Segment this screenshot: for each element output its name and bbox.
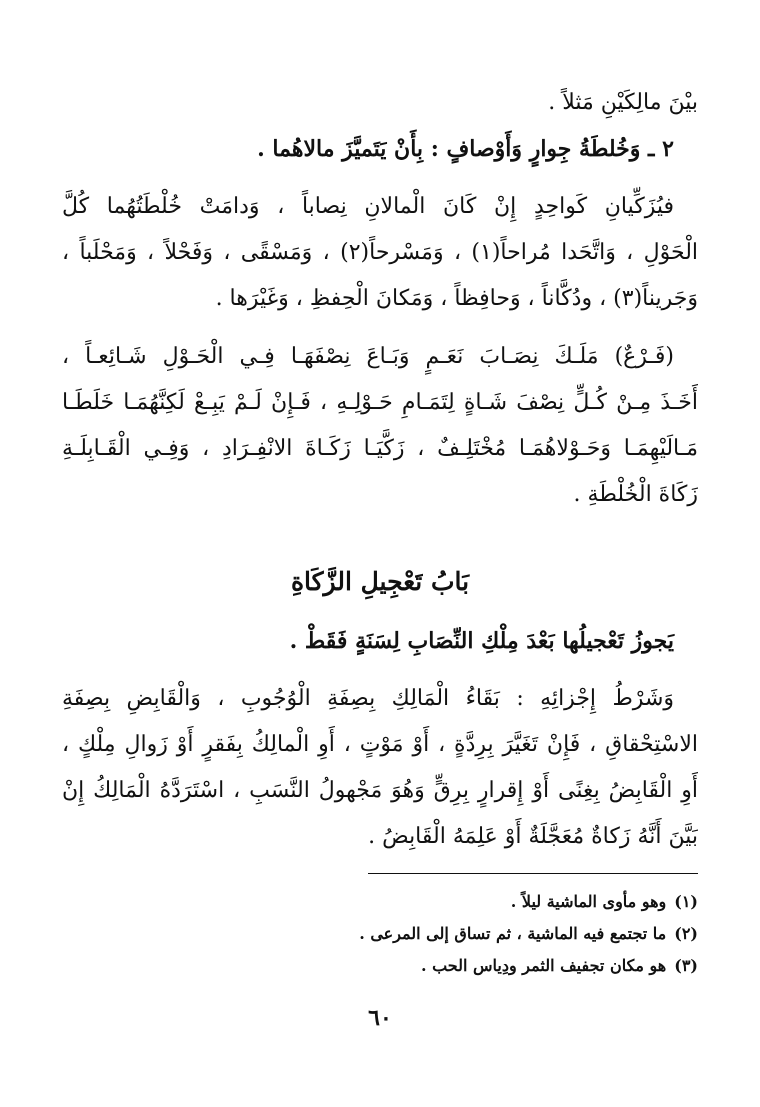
footnote-text: ما تجتمع فيه الماشية ، ثم تساق إلى المرعى . — [359, 924, 667, 943]
paragraph — [62, 676, 698, 860]
page-number: ٦٠ — [368, 1005, 392, 1031]
text-line: (فَـرْعٌ) مَلَـكَ نِصَـابَ نَعَـمٍ وَبَـاعَ نِصْفَهَـا فِـي الْحَـوْلِ شَـائِعـاً ، — [62, 344, 674, 369]
footnote-number: (١) — [674, 892, 698, 911]
text-line: يَجوزُ تَعْجيلُها بَعْدَ مِلْكِ النِّصَابِ لِسَنَةٍ فَقَطْ . — [289, 628, 674, 654]
chapter-heading: بَابُ تَعْجِيلِ الزَّكَاةِ — [290, 567, 470, 596]
paragraph — [62, 618, 698, 664]
text-line: أَخَـذَ مِـنْ كُـلٍّ نِصْفَ شَـاةٍ لِتَمَـامِ حَـوْلِـهِ ، فَـإِنْ لَـمْ يَبِـعْ لَكِنَّهُمَـا خَلَطَـا — [62, 390, 698, 415]
main-text — [62, 80, 698, 860]
footnote — [62, 886, 698, 918]
text-line: وَشَرْطُ إِجْزائِهِ : بَقَاءُ الْمَالِكِ بِصِفَةِ الْوُجُوبِ ، وَالْقَابِضِ بِصِفَةِ — [62, 686, 674, 711]
footnote-number: (٢) — [674, 924, 698, 943]
text-line: مَـالَيْهِمَـا وَحَـوْلاهُمَـا مُخْتَلِـفٌ ، زَكَّيَـا زَكَـاةَ الانْفِـرَادِ ، وَفِـي الْقَـابِلَـةِ — [62, 436, 698, 461]
text-line: فيُزَكِّيانِ كَواحِدٍ إِنْ كَانَ الْمالانِ نِصاباً ، وَدامَتْ خُلْطَتُهُما كُلَّ — [62, 194, 674, 219]
footnote — [62, 918, 698, 950]
text-line: وَجَريناً(٣) ، ودُكَّاناً ، وَحافِظاً ، وَمَكانَ الْحِفظِ ، وَغَيْرَها . — [215, 286, 698, 311]
paragraph — [62, 184, 698, 322]
footnote-text: هو مكان تجفيف الثمر ودِياس الحب . — [420, 956, 667, 975]
footnote-number: (٣) — [674, 956, 698, 975]
footnote-divider — [368, 873, 698, 874]
text-line: بَيَّنَ أَنَّهُ زَكاةٌ مُعَجَّلَةٌ أَوْ عَلِمَهُ الْقَابِضُ . — [368, 824, 698, 849]
footnotes — [62, 873, 698, 982]
footnote-text: وهو مأوى الماشية ليلاً . — [510, 892, 667, 911]
paragraph — [62, 334, 698, 518]
text-line: ٢ ـ وَخُلطَةُ جِوارٍ وَأَوْصافٍ : بِأَنْ يَتَميَّزَ مالاهُما . — [257, 136, 674, 162]
text-line: الاسْتِحْقاقِ ، فَإِنْ تَغَيَّرَ بِرِدَّةٍ ، أَوْ مَوْتٍ ، أَوِ الْمالِكُ بِفَقرٍ أَوْ زَوالِ مِلْكٍ ، — [62, 732, 698, 757]
footnote — [62, 950, 698, 982]
text-line: أَوِ الْقَابِضُ بِغِنًى أَوْ إِقرارٍ بِرِقٍّ وَهُوَ مَجْهولُ النَّسَبِ ، اسْتَرَدَّهُ الْمَالِكُ إِنْ — [62, 778, 698, 803]
text-line: زَكَاةَ الْخُلْطَةِ . — [573, 482, 698, 507]
text-line: بيْنَ مالِكَيْنِ مَثلاً . — [548, 90, 698, 115]
text-line: الْحَوْلِ ، وَاتَّحَدا مُراحاً(١) ، وَمَسْرحاً(٢) ، وَمَسْقًى ، وَفَحْلاً ، وَمَحْلَباً ، — [62, 240, 698, 265]
